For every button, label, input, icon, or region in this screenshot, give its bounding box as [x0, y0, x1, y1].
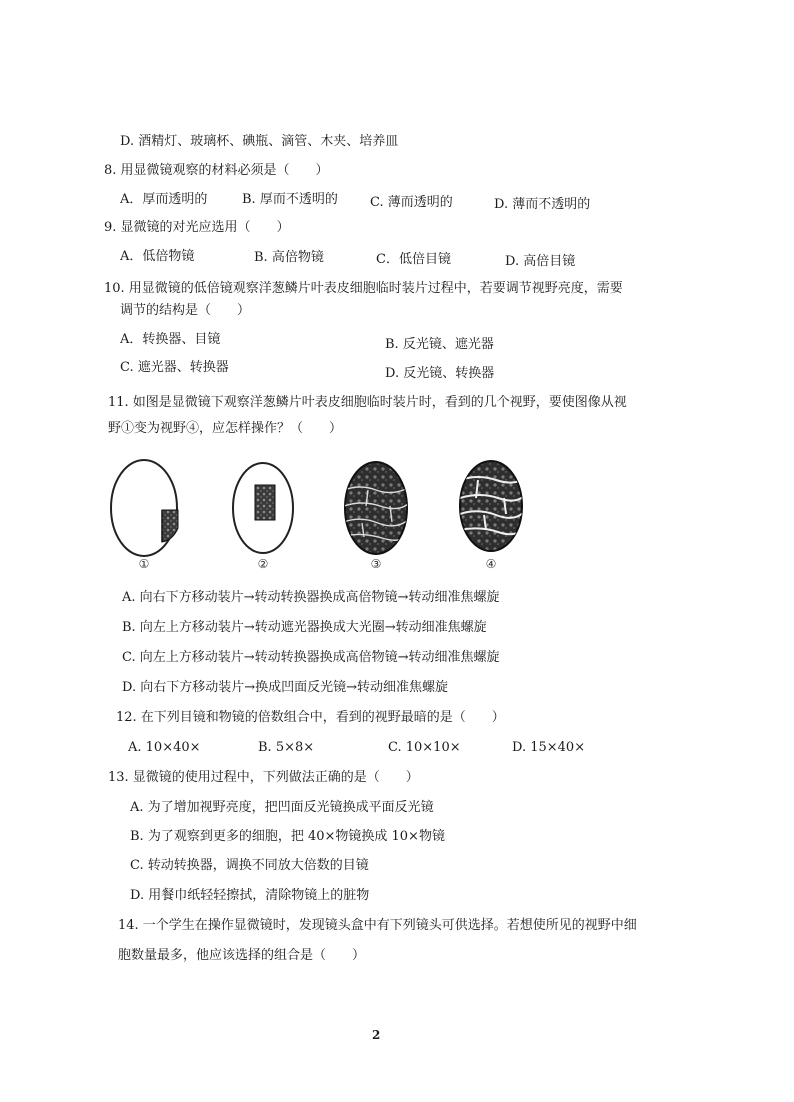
q11-option-d: D. 向右下方移动装片→换成凹面反光镜→转动细准焦螺旋 — [122, 680, 449, 695]
q12-option-b: B. 5×8× — [258, 740, 315, 755]
q7-option-d: D. 酒精灯、玻璃杯、碘瓶、滴管、木夹、培养皿 — [120, 134, 399, 149]
q8-option-b: B. 厚而不透明的 — [242, 192, 338, 207]
view-3-label: ③ — [370, 557, 382, 571]
q11-stem-line2: 野①变为视野④，应怎样操作？（ ） — [108, 421, 343, 436]
q8-option-d: D. 薄而不透明的 — [494, 197, 591, 212]
q13-option-b: B. 为了观察到更多的细胞，把 40×物镜换成 10×物镜 — [130, 829, 445, 844]
q12-stem: 12. 在下列目镜和物镜的倍数组合中，看到的视野最暗的是（ ） — [116, 710, 505, 725]
q12-option-a: A. 10×40× — [128, 740, 201, 755]
q13-stem: 13. 显微镜的使用过程中，下列做法正确的是（ ） — [108, 770, 419, 785]
q11-option-c: C. 向左上方移动装片→转动转换器换成高倍物镜→转动细准焦螺旋 — [122, 650, 500, 665]
q8-option-a: A．厚而透明的 — [120, 192, 208, 207]
view-2-label: ② — [257, 557, 269, 571]
q11-option-a: A. 向右下方移动装片→转动转换器换成高倍物镜→转动细准焦螺旋 — [122, 590, 500, 605]
q13-option-a: A. 为了增加视野亮度，把凹面反光镜换成平面反光镜 — [130, 800, 434, 815]
view-1-label: ① — [138, 557, 150, 571]
q9-option-b: B. 高倍物镜 — [254, 250, 324, 265]
q10-stem-line1: 10. 用显微镜的低倍镜观察洋葱鳞片叶表皮细胞临时装片过程中，若要调节视野亮度，需要 — [104, 281, 623, 296]
q14-stem-line1: 14. 一个学生在操作显微镜时，发现镜头盒中有下列镜头可供选择。若想使所见的视野中细 — [118, 918, 637, 933]
view-1 — [111, 460, 178, 556]
q9-stem: 9. 显微镜的对光应选用（ ） — [104, 220, 290, 235]
q11-figure — [100, 450, 540, 580]
q11-option-b: B. 向左上方移动装片→转动遮光器换成大光圈→转动细准焦螺旋 — [122, 620, 487, 635]
q10-option-b: B. 反光镜、遮光器 — [385, 337, 494, 352]
view-4-label: ④ — [485, 557, 497, 571]
q13-option-d: D. 用餐巾纸轻轻擦拭，清除物镜上的脏物 — [130, 888, 370, 903]
q12-option-c: C. 10×10× — [388, 740, 461, 755]
q9-option-a: A．低倍物镜 — [120, 249, 195, 264]
q14-stem-line2: 胞数量最多，他应该选择的组合是（ ） — [118, 948, 366, 963]
q10-stem-line2: 调节的结构是（ ） — [120, 303, 251, 318]
page-number: 2 — [372, 1028, 381, 1042]
q10-option-c: C. 遮光器、转换器 — [120, 360, 229, 375]
view-3 — [344, 462, 408, 554]
view-4 — [460, 461, 524, 551]
q10-option-a: A．转换器、目镜 — [120, 332, 221, 347]
view-2 — [233, 463, 293, 553]
q10-option-d: D. 反光镜、转换器 — [385, 366, 495, 381]
q12-option-d: D. 15×40× — [512, 740, 586, 755]
q11-stem-line1: 11. 如图是显微镜下观察洋葱鳞片叶表皮细胞临时装片时，看到的几个视野，要使图像从视 — [108, 395, 627, 410]
q9-option-c: C．低倍目镜 — [376, 252, 451, 267]
q13-option-c: C. 转动转换器，调换不同放大倍数的目镜 — [130, 858, 369, 873]
q9-option-d: D. 高倍目镜 — [505, 254, 576, 269]
q8-option-c: C. 薄而透明的 — [370, 195, 453, 210]
q8-stem: 8. 用显微镜观察的材料必须是（ ） — [104, 163, 329, 178]
